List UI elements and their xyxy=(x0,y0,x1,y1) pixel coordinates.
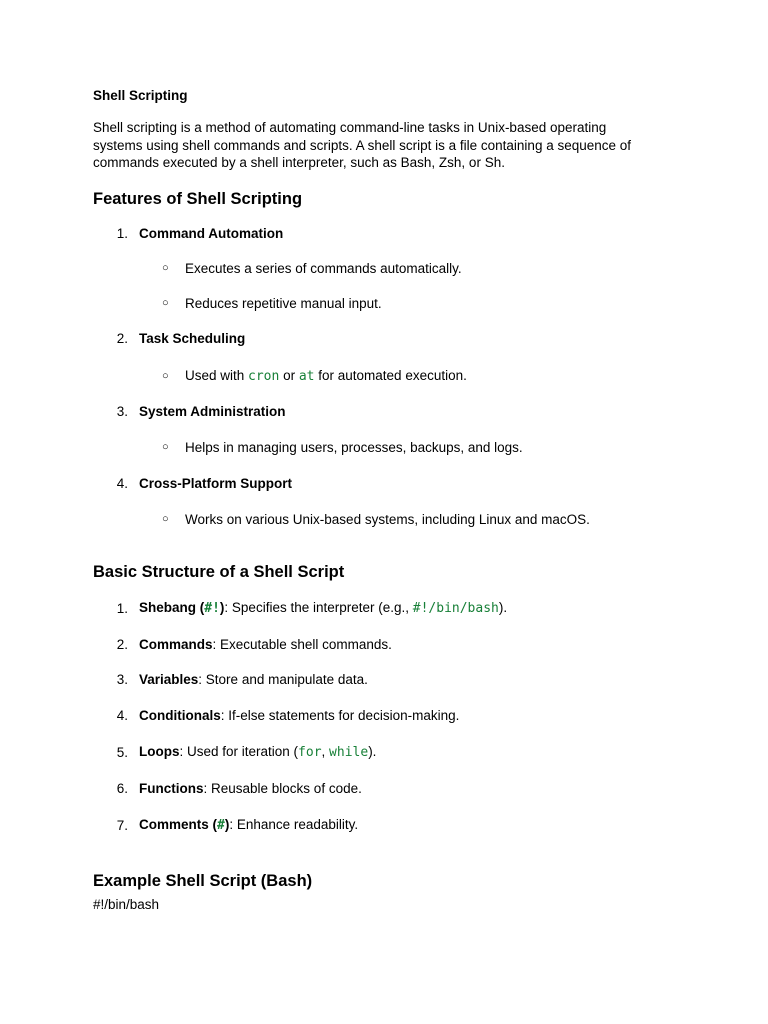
list-number: 4. xyxy=(116,708,128,723)
intro-line: Shell scripting is a method of automating command-line tasks in Unix-based operating xyxy=(93,120,607,135)
feature-bullet: Works on various Unix-based systems, including Linux and macOS. xyxy=(185,512,590,527)
feature-title-text: Command Automation xyxy=(139,226,284,241)
term: Conditionals xyxy=(139,708,221,723)
list-number: 4. xyxy=(116,476,128,491)
feature-title xyxy=(139,476,292,491)
bullet-icon: ○ xyxy=(162,441,169,453)
feature-bullet xyxy=(185,368,467,384)
term: ) xyxy=(224,817,230,832)
bullet-icon: ○ xyxy=(162,262,169,274)
term: Functions xyxy=(139,781,204,796)
structure-item xyxy=(139,600,507,616)
list-number: 1. xyxy=(116,601,128,616)
inline-code: cron xyxy=(248,369,280,384)
term: ) xyxy=(219,600,225,615)
desc: ). xyxy=(498,600,508,615)
structure-item xyxy=(139,817,358,833)
list-number: 7. xyxy=(116,818,128,833)
term: Variables xyxy=(139,672,199,687)
feature-title xyxy=(139,331,245,346)
list-number: 1. xyxy=(116,226,128,241)
term: Loops xyxy=(139,744,180,759)
desc: : Specifies the interpreter (e.g., xyxy=(224,600,413,615)
structure-heading: Basic Structure of a Shell Script xyxy=(93,563,345,581)
intro-line: commands executed by a shell interpreter, such as Bash, Zsh, or Sh. xyxy=(93,155,505,170)
desc: : If-else statements for decision-making. xyxy=(220,708,460,723)
inline-code: while xyxy=(329,745,369,760)
term: Comments ( xyxy=(139,817,218,832)
desc: : Reusable blocks of code. xyxy=(203,781,362,796)
desc: : Store and manipulate data. xyxy=(198,672,368,687)
structure-item xyxy=(139,708,459,723)
inline-code: #! xyxy=(204,601,220,616)
desc: , xyxy=(321,744,330,759)
feature-bullet: Reduces repetitive manual input. xyxy=(185,296,382,311)
structure-item xyxy=(139,744,376,760)
desc: : Executable shell commands. xyxy=(212,637,392,652)
list-number: 3. xyxy=(116,404,128,419)
bullet-icon: ○ xyxy=(162,513,169,525)
term: Shebang ( xyxy=(139,600,205,615)
bullet-icon: ○ xyxy=(162,370,169,382)
desc: : Used for iteration ( xyxy=(179,744,299,759)
structure-item xyxy=(139,672,368,687)
intro-line: systems using shell commands and scripts. A shell script is a file containing a sequence of xyxy=(93,137,632,153)
structure-item xyxy=(139,781,362,796)
desc: ). xyxy=(368,744,377,759)
inline-code: #!/bin/bash xyxy=(412,601,499,616)
inline-code: for xyxy=(298,745,322,760)
list-number: 5. xyxy=(116,745,128,760)
intro-paragraph xyxy=(93,119,673,172)
list-number: 3. xyxy=(116,672,128,687)
list-number: 2. xyxy=(116,637,128,652)
bullet-text: for automated execution. xyxy=(314,368,467,383)
list-number: 6. xyxy=(116,781,128,796)
document-title: Shell Scripting xyxy=(93,88,188,103)
inline-code: at xyxy=(298,369,315,384)
feature-title xyxy=(139,404,286,419)
code-line: #!/bin/bash xyxy=(93,897,160,912)
feature-bullet: Helps in managing users, processes, backups, and logs. xyxy=(185,440,523,455)
features-heading: Features of Shell Scripting xyxy=(93,190,303,208)
desc: : Enhance readability. xyxy=(229,817,359,832)
list-number: 2. xyxy=(116,331,128,346)
inline-code: # xyxy=(217,818,225,833)
feature-bullet: Executes a series of commands automatically. xyxy=(185,261,462,276)
feature-title-text: Task Scheduling xyxy=(139,331,246,346)
bullet-text: Used with xyxy=(185,368,249,383)
bullet-text: or xyxy=(279,368,299,383)
term: Commands xyxy=(139,637,213,652)
structure-item xyxy=(139,637,392,652)
feature-title xyxy=(139,226,283,241)
bullet-icon: ○ xyxy=(162,297,169,309)
feature-title-text: Cross-Platform Support xyxy=(139,476,293,491)
example-heading: Example Shell Script (Bash) xyxy=(93,872,313,890)
feature-title-text: System Administration xyxy=(139,404,286,419)
